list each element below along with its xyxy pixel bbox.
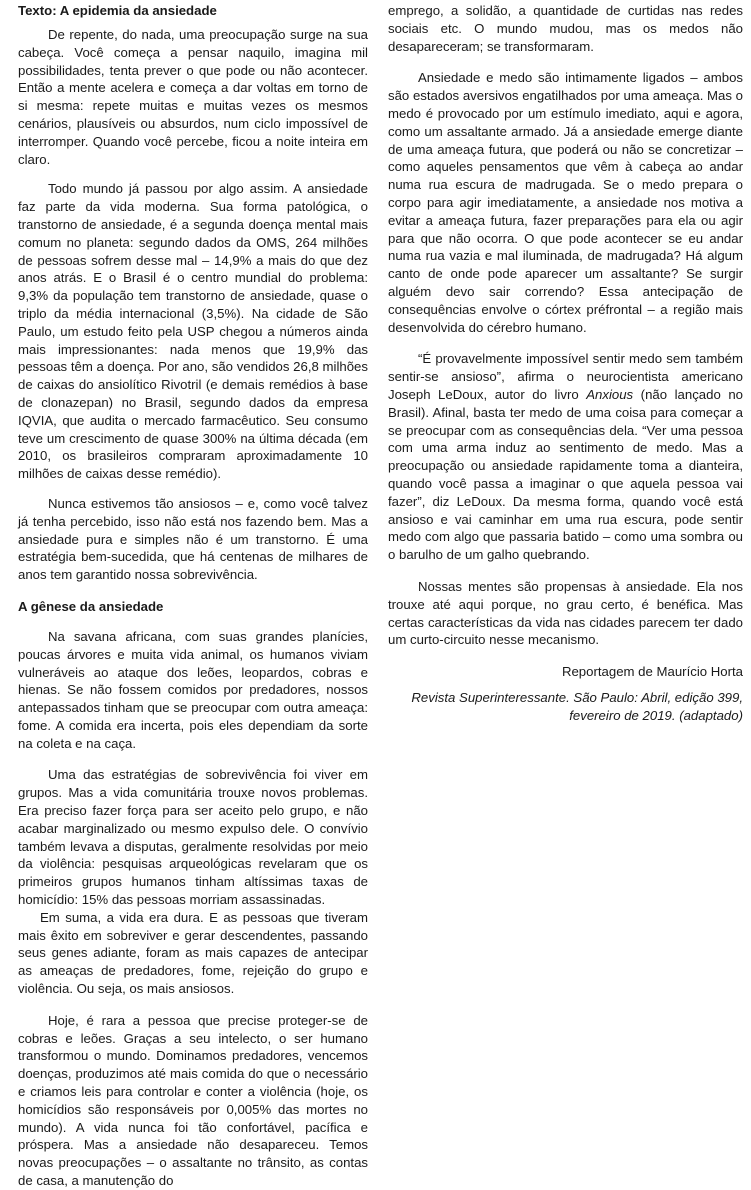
- paragraph: Uma das estratégias de sobrevivência foi viver em grupos. Mas a vida comunitária trouxe novos problemas. Era preciso fazer força para ser aceito pelo grupo, e não acabar marginalizado ou mesmo expulso dele. O convívio também levava a disputas, geralmente resolvidas por meio da violência: pesquisas arqueológicas revelaram que os primeiros grupos humanos tinham altíssimas taxas de homicídio: 15% das pessoas morriam assassinadas.: [18, 767, 368, 908]
- left-column: [18, 2, 368, 1190]
- paragraph: Nunca estivemos tão ansiosos – e, como você talvez já tenha percebido, isso não está nos fazendo bem. Mas a ansiedade pura e simples não é um transtorno. É uma estratégia bem-sucedida, que há centenas de milhares de anos tem garantido nossa sobrevivência.: [18, 495, 368, 583]
- source-citation: Revista Superinteressante. São Paulo: Abril, edição 399, fevereiro de 2019. (adaptado): [411, 689, 743, 723]
- book-title: Anxious: [586, 386, 634, 402]
- quote-text: “É provavelmente impossível sentir medo sem também sentir-se ansioso”, afirma o neurocientista americano Joseph LeDoux, autor do livro: [388, 351, 743, 402]
- paragraph: Hoje, é rara a pessoa que precise proteger-se de cobras e leões. Graças a seu intelecto, o ser humano transformou o mundo. Dominamos predadores, vencemos doenças, produzimos até mais comida do que o necessário e criamos leis para controlar e conter a violência (hoje, os homicídios são responsáveis por 0,005% das mortes no mundo). A vida nunca foi tão confortável, pacífica e próspera. Mas a ansiedade não desapareceu. Temos novas preocupações – o assaltante no trânsito, as contas de casa, a manutenção do: [18, 1012, 368, 1189]
- section-subtitle: A gênese da ansiedade: [18, 598, 164, 614]
- report-credit: Reportagem de Maurício Horta: [561, 664, 743, 680]
- paragraph: [388, 350, 743, 564]
- right-column: [388, 2, 743, 724]
- paragraph: De repente, do nada, uma preocupação surge na sua cabeça. Você começa a pensar naquilo, imagina mil possibilidades, tenta prever o que pode ou não acontecer. Então a mente acelera e começa a dar voltas em torno de si mesma: repete muitas e muitas vezes os mesmos cenários, plausíveis ou absurdos, num ciclo impossível de interromper. Quando você percebe, ficou a noite inteira em claro.: [18, 27, 368, 167]
- paragraph: Nossas mentes são propensas à ansiedade. Ela nos trouxe até aqui porque, no grau certo, é benéfica. Mas certas características da vida nas cidades parecem ter dado um curto-circuito nesse mecanismo.: [388, 578, 743, 648]
- paragraph: Na savana africana, com suas grandes planícies, poucas árvores e muita vida animal, os humanos viviam vulneráveis ao ataque dos leões, leopardos, cobras e hienas. Se não fossem comidos por predadores, nossos antepassados tinham que se preocupar com outra ameaça: fome. A comida era incerta, pois eles dependiam da sorte na coleta e na caça.: [18, 628, 368, 751]
- paragraph: Em suma, a vida era dura. E as pessoas que tiveram mais êxito em sobreviver e gerar descendentes, passando seus genes adiante, foram as mais capazes de antecipar as ameaças de predadores, fome, rejeição do grupo e violência. Ou seja, os mais ansiosos.: [18, 909, 368, 997]
- text-title: Texto: A epidemia da ansiedade: [18, 3, 217, 18]
- paragraph: Todo mundo já passou por algo assim. A ansiedade faz parte da vida moderna. Sua forma patológica, o transtorno de ansiedade, é a segunda doença mental mais comum no planeta: segundo dados da OMS, 264 milhões de pessoas sofrem desse mal – 14,9% a mais do que dez anos atrás. E o Brasil é o centro mundial do problema: 9,3% da população tem transtorno de ansiedade, quase o triplo da média internacional (3,5%). Na cidade de São Paulo, um estudo feito pela USP chegou a números ainda mais impressionantes: nada menos que 19,9% das pessoas têm a doença. Por ano, são vendidos 26,8 milhões de caixas do ansiolítico Rivotril (e demais remédios à base de clonazepan) no Brasil, segundo dados da empresa IQVIA, que audita o mercado farmacêutico. Seu consumo teve um crescimento de quase 300% na última década (em 2010, os brasileiros compraram aproximadamente 10 milhões de caixas desse remédio).: [18, 181, 368, 482]
- paragraph: emprego, a solidão, a quantidade de curtidas nas redes sociais etc. O mundo mudou, mas os medos não desapareceram; se transformaram.: [388, 3, 743, 54]
- paragraph: Ansiedade e medo são intimamente ligados – ambos são estados aversivos engatilhados por uma ameaça. Mas o medo é provocado por um estímulo imediato, aqui e agora, como um assaltante armado. Já a ansiedade emerge diante de uma ameaça futura, que poderá ou não se concretizar – como aqueles pensamentos que vêm à cabeça ao andar numa rua escura de madrugada. Se o medo prepara o corpo para agir imediatamente, a ansiedade nos motiva a evitar a ameaça futura, fazer preparações para ela ou agir para que não ocorra. O que pode acontecer se eu andar numa rua vazia e mal iluminada, de madrugada? Há algum canto de onde pode aparecer um assaltante? Se surgir alguém devo sair correndo? Essa antecipação de consequências envolve o córtex préfrontal – a região mais desenvolvida do cérebro humano.: [388, 70, 743, 335]
- quote-text: (não lançado no Brasil). Afinal, basta ter medo de uma coisa para começar a se preocupar com as consequências dela. “Ver uma pessoa com uma arma induz ao sentimento de medo. Mas a preocupação ou ansiedade rapidamente toma a dianteira, quando você passa a imaginar o que aquela pessoa vai fazer”, diz LeDoux. Da mesma forma, quando você está ansioso e vai caminhar em uma rua escura, pode sentir medo com algo que passaria batido – como uma sombra ou o barulho de um galho quebrando.: [388, 386, 743, 563]
